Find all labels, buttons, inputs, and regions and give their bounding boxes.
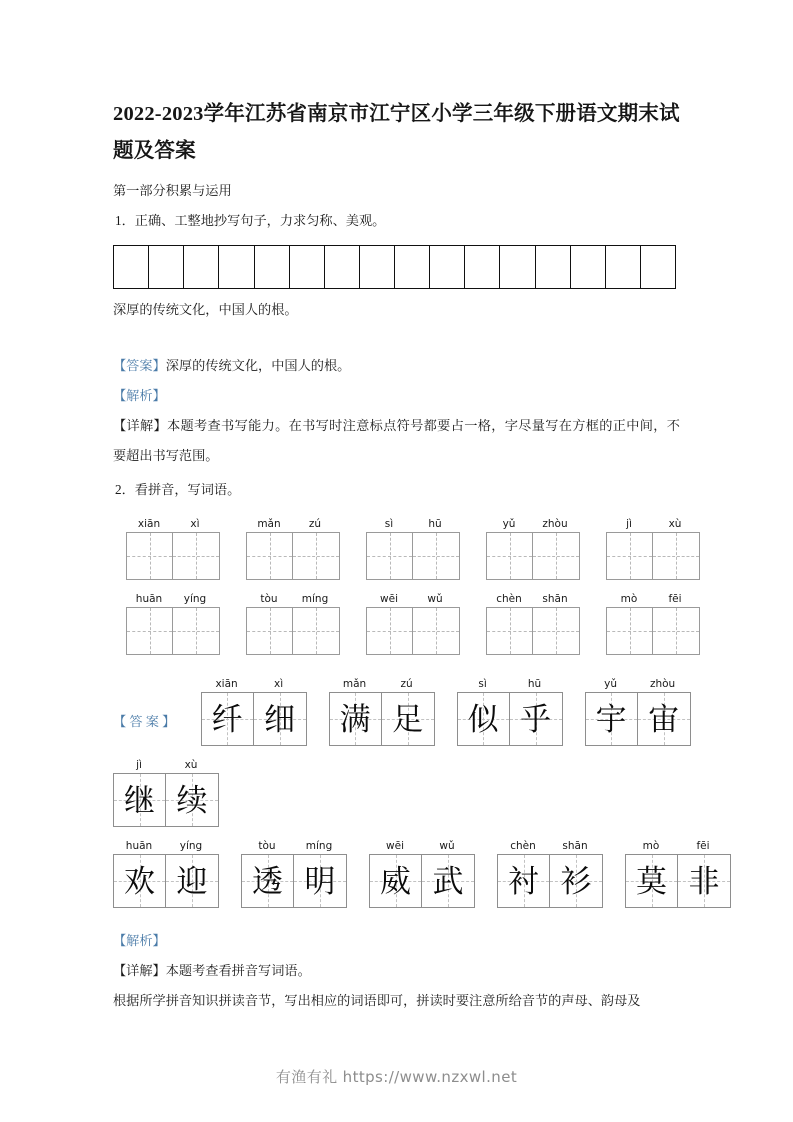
- copy-grid-cell: [255, 246, 290, 288]
- pinyin-answer-row: [113, 677, 680, 746]
- pinyin-label: yǔ: [502, 518, 516, 530]
- pinyin-labels: [246, 517, 340, 531]
- pinyin-label: míng: [301, 593, 329, 605]
- pinyin-label: jì: [136, 759, 142, 771]
- question-1-prompt: 1．正确、工整地抄写句子，力求匀称、美观。: [115, 213, 386, 228]
- tianzige-boxes: [246, 607, 340, 655]
- answer-tianzige-cell: [458, 693, 510, 745]
- copy-grid-cell: [290, 246, 325, 288]
- answer-character: 似: [467, 701, 499, 737]
- copy-grid-cell: [325, 246, 360, 288]
- pinyin-label: wēi: [386, 840, 404, 852]
- pinyin-label: chèn: [496, 593, 522, 605]
- copy-grid-cell: [500, 246, 535, 288]
- answer-text: 深厚的传统文化，中国人的根。: [165, 358, 351, 373]
- answer-tianzige-boxes: [497, 854, 603, 908]
- pinyin-labels: [246, 592, 340, 606]
- question-2-answer-area: [113, 677, 720, 908]
- pinyin-label: sì: [478, 678, 487, 690]
- pinyin-labels: [486, 517, 580, 531]
- answer-tianzige-boxes: [585, 692, 691, 746]
- pinyin-label: zú: [308, 518, 322, 530]
- tianzige-cell[interactable]: [607, 608, 653, 654]
- copy-grid-cell: [465, 246, 500, 288]
- answer-tianzige-cell: [498, 855, 550, 907]
- tianzige-cell[interactable]: [653, 608, 699, 654]
- pinyin-labels: [366, 592, 460, 606]
- pinyin-word-group: [606, 592, 700, 655]
- copy-grid-cell: [606, 246, 641, 288]
- pinyin-label: zú: [400, 678, 413, 690]
- pinyin-answer-group: [457, 677, 563, 746]
- question-1-answer-line: [113, 351, 680, 381]
- answer-tianzige-cell: [294, 855, 346, 907]
- pinyin-label: mò: [620, 593, 638, 605]
- pinyin-label: yǔ: [604, 678, 617, 690]
- answer-tianzige-cell: [114, 855, 166, 907]
- question-1-sentence: 深厚的传统文化，中国人的根。: [113, 302, 298, 317]
- pinyin-label: hū: [428, 518, 442, 530]
- question-2-analysis-label-line: [113, 926, 680, 956]
- question-2-prompt: 2．看拼音，写词语。: [115, 482, 241, 497]
- answer-character: 透: [252, 863, 283, 899]
- pinyin-word-group: [246, 517, 340, 580]
- tianzige-cell[interactable]: [247, 533, 293, 579]
- pinyin-label: xì: [273, 678, 284, 690]
- copy-writing-grid: [113, 245, 676, 289]
- pinyin-answer-row: [113, 839, 720, 908]
- pinyin-labels: [625, 839, 731, 853]
- answer-tianzige-boxes: [369, 854, 475, 908]
- copy-grid-cell: [219, 246, 254, 288]
- pinyin-label: yíng: [183, 593, 207, 605]
- pinyin-label: tòu: [258, 840, 276, 852]
- pinyin-answer-group: [201, 677, 307, 746]
- tianzige-boxes: [366, 532, 460, 580]
- question-2-extra-line: 根据所学拼音知识拼读音节，写出相应的词语即可，拼读时要注意所给音节的声母、韵母及: [113, 993, 641, 1008]
- pinyin-label: shān: [562, 840, 588, 852]
- answer-character: 乎: [520, 701, 552, 737]
- tianzige-cell[interactable]: [367, 533, 413, 579]
- copy-grid-cell: [571, 246, 606, 288]
- answer-character: 衬: [508, 863, 539, 899]
- pinyin-label: xiān: [215, 678, 238, 690]
- pinyin-word-group: [486, 592, 580, 655]
- tianzige-cell[interactable]: [247, 608, 293, 654]
- answer-tianzige-boxes: [201, 692, 307, 746]
- pinyin-labels: [585, 677, 691, 691]
- detail-text-2: 本题考查看拼音写词语。: [165, 963, 311, 978]
- pinyin-label: xiān: [137, 518, 161, 530]
- pinyin-answer-group: [369, 839, 475, 908]
- answer-tianzige-cell: [202, 693, 254, 745]
- detail-label-2: 【详解】: [113, 963, 166, 978]
- section-heading: 第一部分积累与运用: [113, 183, 232, 198]
- answer-label-2: 【答案】: [113, 714, 179, 729]
- copy-grid-cell: [430, 246, 465, 288]
- answer-tianzige-cell: [678, 855, 730, 907]
- answer-tianzige-cell: [586, 693, 638, 745]
- copy-grid-cell: [360, 246, 395, 288]
- answer-tianzige-boxes: [113, 773, 219, 827]
- pinyin-answer-group: [113, 839, 219, 908]
- copy-grid-cell: [184, 246, 219, 288]
- answer-tianzige-boxes: [241, 854, 347, 908]
- copy-grid-cell: [395, 246, 430, 288]
- pinyin-label: xù: [184, 759, 198, 771]
- tianzige-cell[interactable]: [173, 608, 219, 654]
- tianzige-cell[interactable]: [413, 608, 459, 654]
- pinyin-label: míng: [305, 840, 333, 852]
- answer-tianzige-cell: [626, 855, 678, 907]
- copy-grid-cell: [149, 246, 184, 288]
- pinyin-labels: [126, 592, 220, 606]
- answer-tianzige-cell: [242, 855, 294, 907]
- tianzige-boxes: [606, 532, 700, 580]
- pinyin-word-group: [366, 592, 460, 655]
- pinyin-labels: [369, 839, 475, 853]
- answer-character: 欢: [124, 863, 155, 899]
- answer-character: 迎: [176, 863, 208, 899]
- answer-tianzige-cell: [254, 693, 306, 745]
- pinyin-labels: [606, 592, 700, 606]
- tianzige-cell[interactable]: [367, 608, 413, 654]
- page-title: 2022-2023学年江苏省南京市江宁区小学三年级下册语文期末试题及答案: [113, 103, 680, 162]
- answer-tianzige-boxes: [329, 692, 435, 746]
- pinyin-exercise-row: [113, 517, 680, 580]
- pinyin-word-group: [486, 517, 580, 580]
- question-1-analysis-label-line: [113, 381, 680, 411]
- answer-character: 宙: [648, 701, 680, 737]
- pinyin-label: mǎn: [342, 678, 367, 690]
- pinyin-answer-group: [497, 839, 603, 908]
- pinyin-label: yíng: [179, 840, 203, 852]
- pinyin-label: wǔ: [427, 593, 443, 605]
- pinyin-answer-group: [241, 839, 347, 908]
- answer-tianzige-cell: [370, 855, 422, 907]
- pinyin-answer-row: [113, 758, 680, 827]
- tianzige-boxes: [126, 607, 220, 655]
- answer-tianzige-cell: [510, 693, 562, 745]
- answer-tianzige-cell: [422, 855, 474, 907]
- analysis-label: 【解析】: [113, 388, 166, 403]
- answer-character: 足: [392, 701, 424, 737]
- answer-character: 非: [688, 863, 720, 899]
- analysis-label-2: 【解析】: [113, 933, 166, 948]
- detail-text: 本题考查书写能力。在书写时注意标点符号都要占一格，字尽量写在方框的正中间，不要超出书写范围。: [113, 418, 680, 463]
- answer-character: 威: [380, 863, 411, 899]
- pinyin-word-group: [606, 517, 700, 580]
- answer-character: 续: [176, 782, 208, 818]
- answer-character: 细: [264, 701, 296, 737]
- answer-character: 继: [124, 782, 155, 818]
- pinyin-labels: [329, 677, 435, 691]
- tianzige-boxes: [486, 532, 580, 580]
- pinyin-label: zhòu: [649, 678, 676, 690]
- answer-tianzige-cell: [382, 693, 434, 745]
- tianzige-boxes: [246, 532, 340, 580]
- pinyin-label: zhòu: [542, 518, 568, 530]
- pinyin-answer-group: [585, 677, 691, 746]
- pinyin-label: wǔ: [439, 840, 455, 852]
- tianzige-boxes: [126, 532, 220, 580]
- pinyin-answer-group: [625, 839, 731, 908]
- answer-tianzige-boxes: [113, 854, 219, 908]
- pinyin-word-group: [126, 592, 220, 655]
- pinyin-label: wēi: [380, 593, 398, 605]
- answer-character: 宇: [595, 701, 627, 737]
- answer-tianzige-boxes: [625, 854, 731, 908]
- footer-watermark: 有渔有礼 https://www.nzxwl.net: [275, 1068, 518, 1086]
- answer-tianzige-cell: [638, 693, 690, 745]
- pinyin-labels: [201, 677, 307, 691]
- pinyin-word-group: [246, 592, 340, 655]
- pinyin-label: huān: [135, 593, 163, 605]
- document-content: [113, 96, 720, 1016]
- answer-character: 莫: [636, 863, 667, 899]
- tianzige-cell[interactable]: [607, 533, 653, 579]
- pinyin-labels: [241, 839, 347, 853]
- pinyin-labels: [486, 592, 580, 606]
- tianzige-cell[interactable]: [413, 533, 459, 579]
- pinyin-label: xù: [668, 518, 682, 530]
- tianzige-cell[interactable]: [127, 533, 173, 579]
- pinyin-label: mǎn: [257, 518, 281, 530]
- pinyin-labels: [113, 839, 219, 853]
- pinyin-labels: [457, 677, 563, 691]
- answer-label: 【答案】: [113, 358, 166, 373]
- tianzige-boxes: [366, 607, 460, 655]
- tianzige-cell[interactable]: [127, 608, 173, 654]
- detail-label: 【详解】: [113, 418, 168, 433]
- pinyin-label: fēi: [696, 840, 710, 852]
- answer-tianzige-cell: [330, 693, 382, 745]
- tianzige-boxes: [606, 607, 700, 655]
- pinyin-label: jì: [626, 518, 632, 530]
- pinyin-label: huān: [125, 840, 153, 852]
- answer-character: 纤: [211, 701, 243, 737]
- answer-character: 武: [432, 863, 464, 899]
- copy-grid-cell: [536, 246, 571, 288]
- copy-grid-cell: [114, 246, 149, 288]
- question-2-detail-line: [113, 956, 680, 986]
- tianzige-boxes: [486, 607, 580, 655]
- tianzige-cell[interactable]: [533, 533, 579, 579]
- copy-grid-cell: [641, 246, 675, 288]
- answer-tianzige-cell: [550, 855, 602, 907]
- tianzige-cell[interactable]: [533, 608, 579, 654]
- question-2-exercise-area: [113, 517, 680, 655]
- pinyin-label: sì: [384, 518, 394, 530]
- pinyin-labels: [126, 517, 220, 531]
- answer-tianzige-cell: [166, 855, 218, 907]
- pinyin-label: chèn: [510, 840, 536, 852]
- answer-character: 衫: [560, 863, 592, 899]
- pinyin-label: mò: [642, 840, 660, 852]
- pinyin-exercise-row: [113, 592, 680, 655]
- pinyin-labels: [113, 758, 219, 772]
- pinyin-label: fēi: [668, 593, 682, 605]
- tianzige-cell[interactable]: [487, 608, 533, 654]
- pinyin-labels: [366, 517, 460, 531]
- pinyin-label: tòu: [260, 593, 278, 605]
- tianzige-cell[interactable]: [487, 533, 533, 579]
- tianzige-cell[interactable]: [293, 533, 339, 579]
- answer-tianzige-cell: [166, 774, 218, 826]
- pinyin-labels: [606, 517, 700, 531]
- answer-character: 明: [304, 863, 336, 899]
- pinyin-answer-group: [113, 758, 219, 827]
- tianzige-cell[interactable]: [653, 533, 699, 579]
- pinyin-answer-group: [329, 677, 435, 746]
- pinyin-label: xì: [190, 518, 200, 530]
- question-1-detail-line: [113, 411, 680, 471]
- answer-tianzige-boxes: [457, 692, 563, 746]
- pinyin-word-group: [126, 517, 220, 580]
- tianzige-cell[interactable]: [293, 608, 339, 654]
- pinyin-word-group: [366, 517, 460, 580]
- answer-tianzige-cell: [114, 774, 166, 826]
- tianzige-cell[interactable]: [173, 533, 219, 579]
- pinyin-label: shān: [542, 593, 568, 605]
- pinyin-labels: [497, 839, 603, 853]
- answer-character: 满: [339, 701, 371, 737]
- pinyin-label: hū: [527, 678, 542, 690]
